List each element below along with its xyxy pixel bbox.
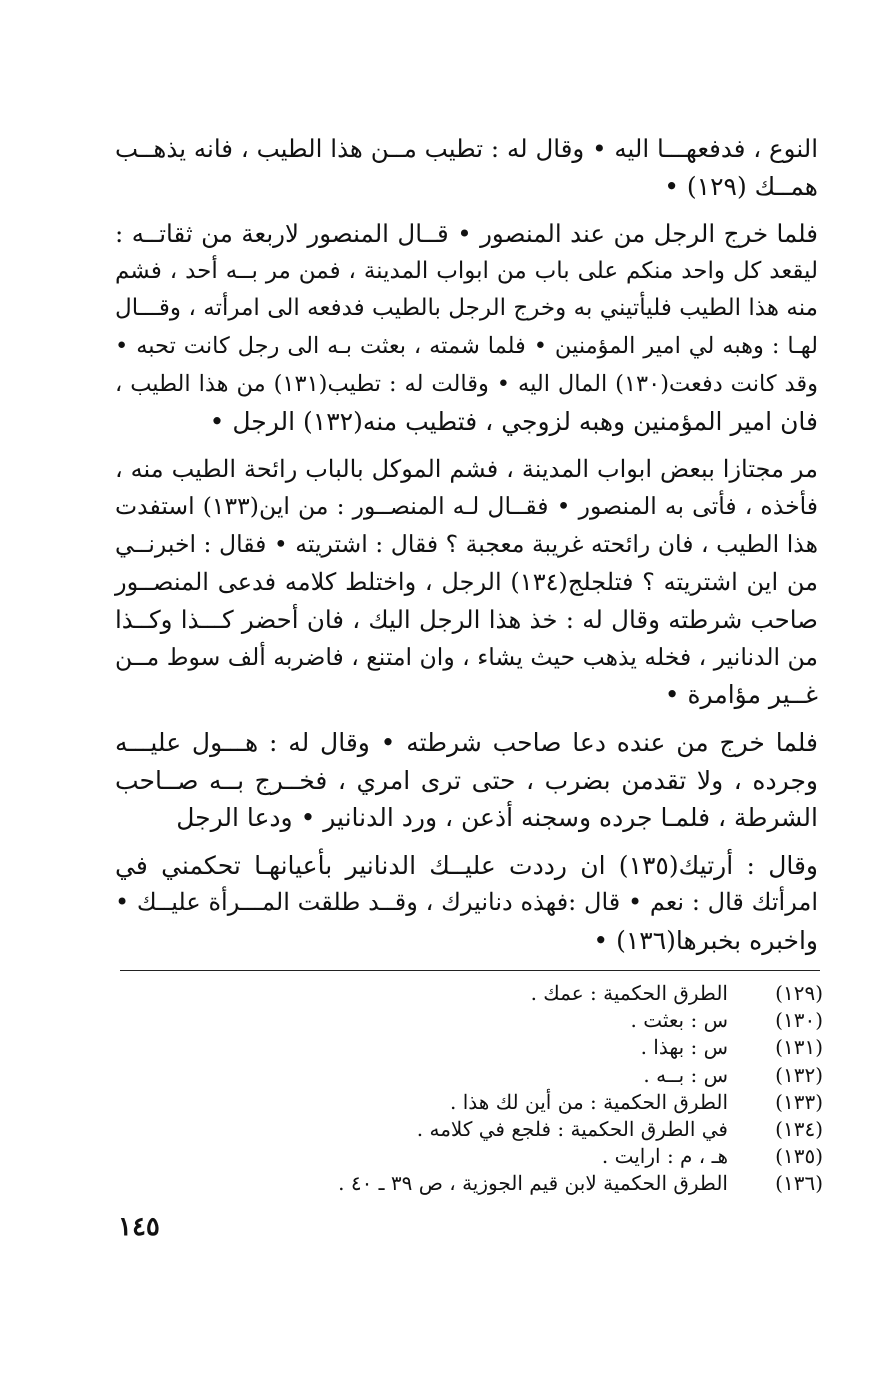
text-line: صاحب شرطته وقال له : خذ هذا الرجل اليك ، فان أحضر كـــذا وكــذا xyxy=(115,605,818,635)
text-line: واخبره بخبرها(١٣٦) • xyxy=(593,925,818,955)
footnote-number: (١٣١) xyxy=(775,1035,823,1060)
footnote-text: الطرق الحكمية لابن قيم الجوزية ، ص ٣٩ ـ ٤٠ . xyxy=(338,1171,728,1196)
page-number: ١٤٥ xyxy=(118,1212,160,1242)
text-line: الشرطة ، فلمـا جرده وسجنه أذعن ، ورد الدنانير • ودعا الرجل xyxy=(176,803,818,833)
footnote-number: (١٣٥) xyxy=(775,1144,823,1169)
footnote-item xyxy=(200,980,823,1007)
text-line: فأخذه ، فأتى به المنصور • فقــال لـه المنصــور : من اين(١٣٣) استفدت xyxy=(115,492,819,521)
footnote-item xyxy=(200,1170,823,1197)
text-line: لهـا : وهبه لي امير المؤمنين • فلما شمته ، بعثت بـه الى رجل كانت تحبه • xyxy=(115,332,818,359)
footnote-text: هـ ، م : ارايت . xyxy=(601,1144,728,1169)
text-line: وقال : أرتيك(١٣٥) ان رددت عليــك الدنانير بأعيانهـا تحكمني في xyxy=(115,850,819,880)
paragraph xyxy=(115,215,818,441)
text-line: وقد كانت دفعت(١٣٠) المال اليه • وقالت له : تطيب(١٣١) من هذا الطيب ، xyxy=(115,370,818,397)
footnote-number: (١٣٢) xyxy=(775,1062,823,1087)
footnote-item xyxy=(200,1116,823,1143)
text-line: غــير مؤامرة • xyxy=(664,680,818,710)
footnote-text: في الطرق الحكمية : فلجع في كلامه . xyxy=(416,1117,728,1142)
footnote-item xyxy=(200,1034,823,1061)
text-line: هذا الطيب ، فان رائحته غريبة معجبة ؟ فقال : اشتريته • فقال : اخبرنــي xyxy=(115,529,818,558)
paragraph xyxy=(115,847,818,960)
text-line: من الدنانير ، فخله يذهب حيث يشاء ، وان امتنع ، فاضربه ألف سوط مــن xyxy=(115,642,818,671)
text-line: فان امير المؤمنين وهبه لزوجي ، فتطيب منه(١٣٢) الرجل • xyxy=(209,407,818,437)
footnote-text: س : بــه . xyxy=(643,1062,728,1087)
text-line: فلما خرج من عنده دعا صاحب شرطته • وقال له : هـــول عليـــه xyxy=(115,727,818,757)
footnote-text: س : بعثت . xyxy=(630,1008,728,1033)
footnote-number: (١٣٣) xyxy=(775,1089,823,1114)
text-line: ليقعد كل واحد منكم على باب من ابواب المدينة ، فمن مر بــه أحد ، فشم xyxy=(115,257,818,284)
text-line: فلما خرج الرجل من عند المنصور • قــال المنصور لاربعة من ثقاتــه : xyxy=(115,219,818,249)
footnote-item xyxy=(200,1062,823,1089)
paragraph xyxy=(115,724,818,837)
body-text xyxy=(115,130,818,969)
paragraph xyxy=(115,130,818,205)
text-line: امرأتك قال : نعم • قال :فهذه دنانيرك ، وقــد طلقت المـــرأة عليــك • xyxy=(115,888,818,917)
text-line: همــك (١٢٩) • xyxy=(664,171,818,201)
text-line: مر مجتازا ببعض ابواب المدينة ، فشم الموكل بالباب رائحة الطيب منه ، xyxy=(115,454,818,483)
footnote-item xyxy=(200,1143,823,1170)
text-line: منه هذا الطيب فليأتيني به وخرج الرجل بالطيب فدفعه الى امرأته ، وقـــال xyxy=(115,295,818,322)
footnote-number: (١٢٩) xyxy=(775,981,823,1005)
footnote-number: (١٣٤) xyxy=(775,1117,823,1142)
paragraph xyxy=(115,451,818,714)
footnote-item xyxy=(200,1089,823,1116)
footnote-divider xyxy=(120,970,820,971)
text-line: النوع ، فدفعهـــا اليه • وقال له : تطيب مــن هذا الطيب ، فانه يذهــب xyxy=(115,134,818,163)
footnote-number: (١٣٠) xyxy=(775,1008,823,1033)
text-line: من اين اشتريته ؟ فتلجلج(١٣٤) الرجل ، واختلط كلامه فدعى المنصــور xyxy=(115,567,818,596)
footnote-item xyxy=(200,1007,823,1034)
footnote-number: (١٣٦) xyxy=(775,1171,823,1196)
footnote-text: س : بهذا . xyxy=(640,1035,728,1060)
footnotes xyxy=(200,980,823,1198)
footnote-text: الطرق الحكمية : عمك . xyxy=(530,981,728,1005)
footnote-text: الطرق الحكمية : من أين لك هذا . xyxy=(450,1089,728,1114)
text-line: وجرده ، ولا تقدمن بضرب ، حتى ترى امري ، فخــرج بــه صــاحب xyxy=(115,765,818,795)
